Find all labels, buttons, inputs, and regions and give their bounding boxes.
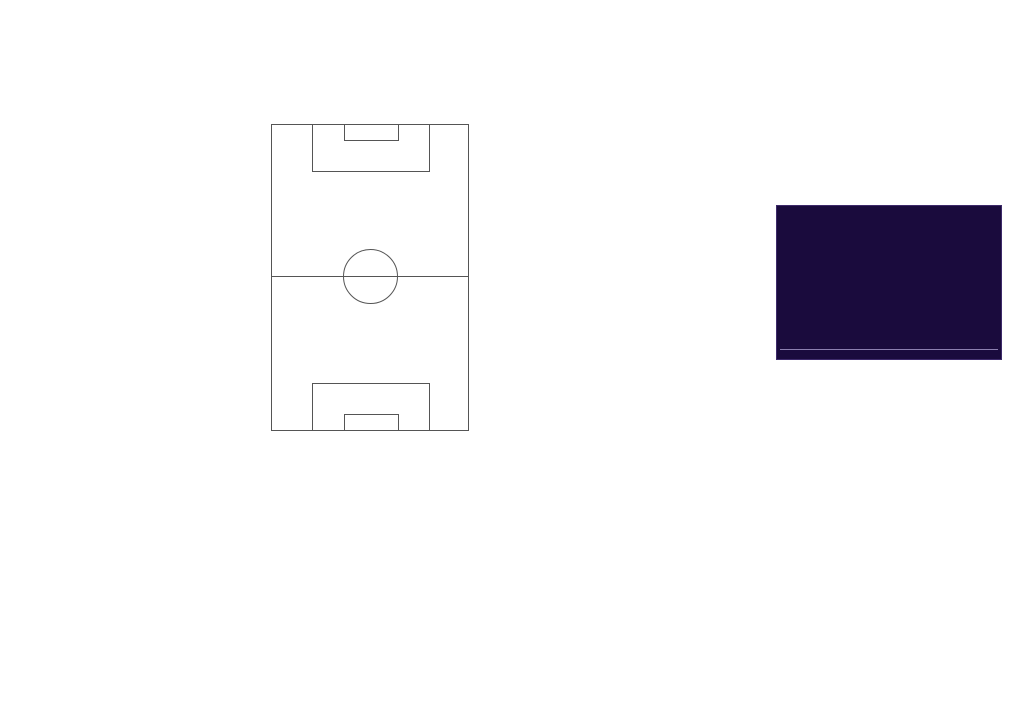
centre-circle bbox=[343, 249, 398, 304]
right-column-1 bbox=[543, 30, 767, 45]
right-column-2-bottom bbox=[775, 367, 1000, 382]
squad-age-chart bbox=[776, 205, 1002, 360]
top-six-yard-box bbox=[344, 124, 399, 141]
right-column-2-top bbox=[775, 30, 1000, 45]
x-axis bbox=[780, 349, 998, 350]
left-column-1 bbox=[27, 30, 252, 45]
bottom-six-yard-box bbox=[344, 414, 399, 431]
left-column-2 bbox=[261, 444, 486, 459]
formation-pitch bbox=[271, 124, 469, 431]
